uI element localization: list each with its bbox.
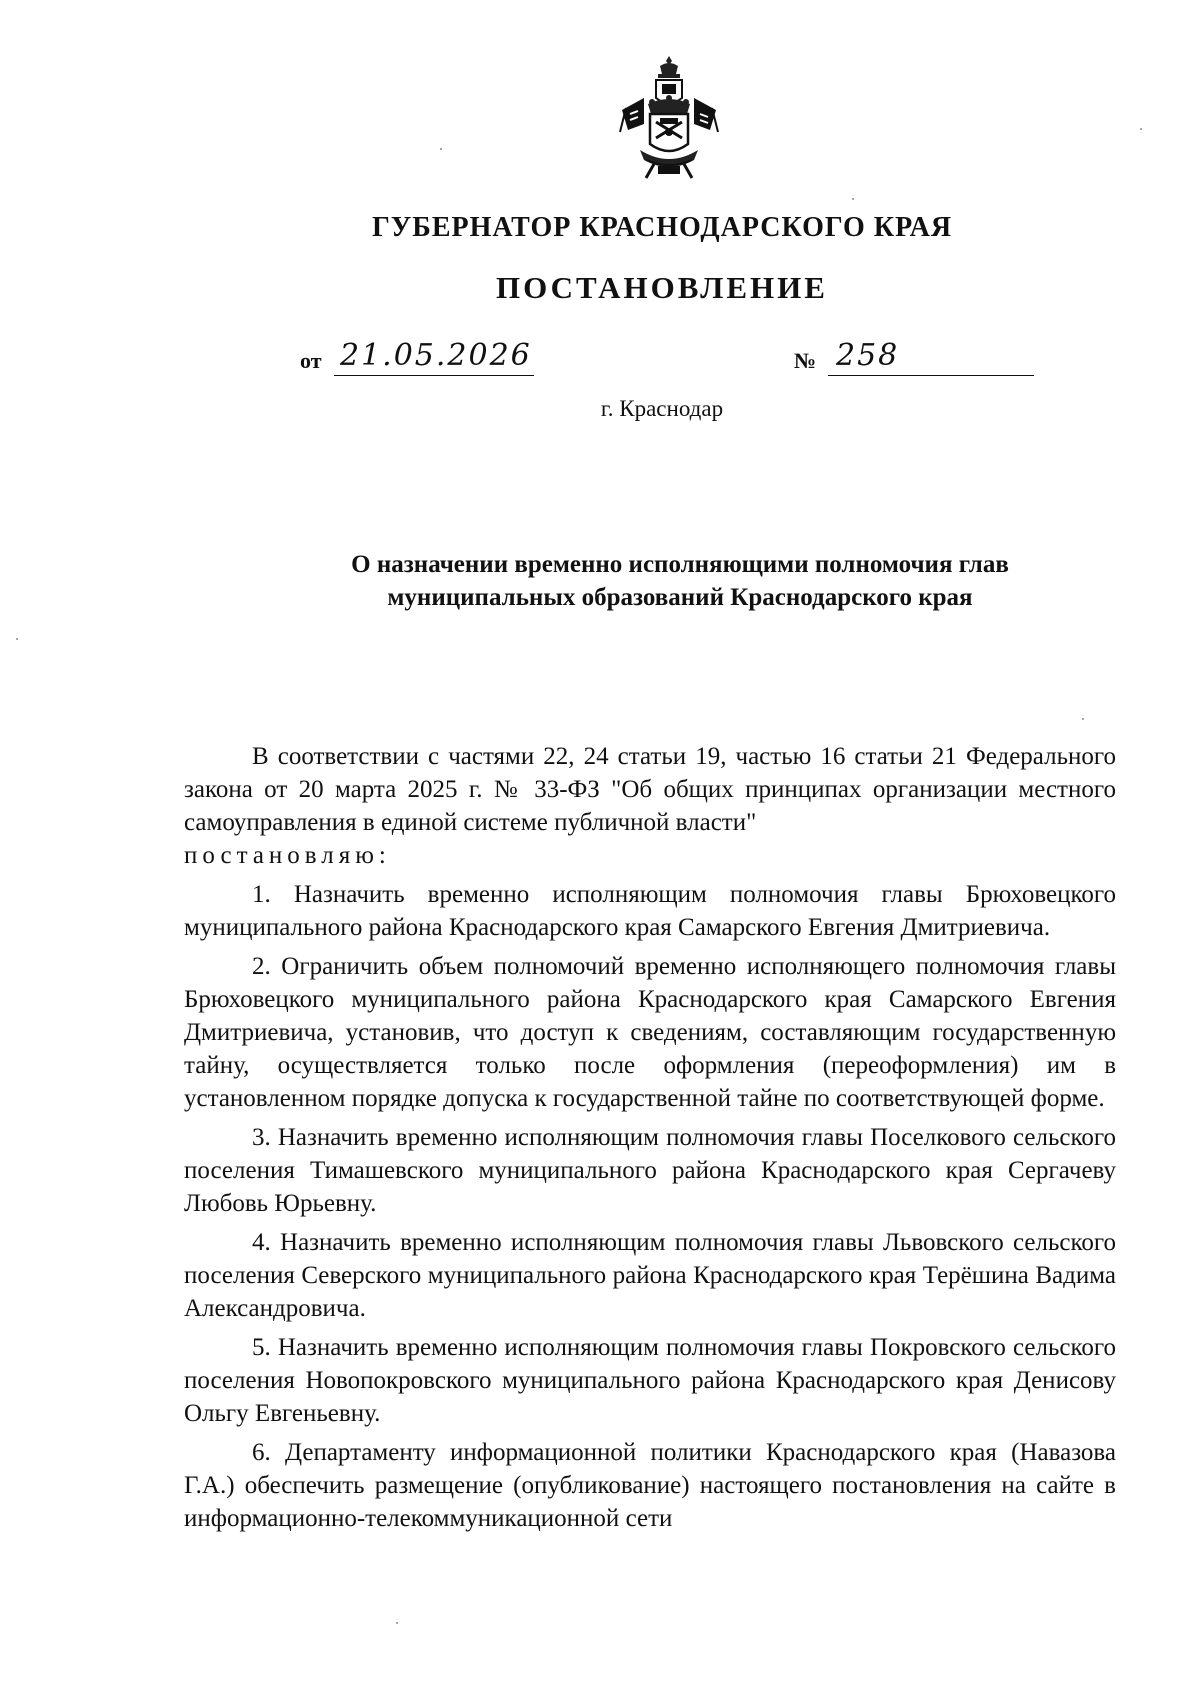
title-line-2: муниципальных образований Краснодарского края (387, 584, 973, 611)
document-title (240, 548, 1120, 614)
date-value: 21.05.2026 (340, 338, 532, 373)
item-3: 3. Назначить временно исполняющим полномочия главы Поселкового сельского поселения Тимашевского муниципального района Краснодарского края Сергачеву Любовь Юрьевну. (184, 1124, 1116, 1217)
coat-of-arms-icon (614, 52, 724, 186)
date-underline (334, 375, 534, 376)
item-2: 2. Ограничить объем полномочий временно исполняющего полномочия главы Брюховецкого муниципального района Краснодарского края Самарского Евгения Дмитриевича, установив, что доступ к сведениям, составляющим государственную тайну, осуществляется только после оформления (переоформления) им в установленном порядке допуска к государственной тайне по соответствующей форме. (184, 953, 1116, 1112)
number-underline (828, 375, 1034, 376)
resolve-word: постановляю: (184, 842, 391, 869)
item-4: 4. Назначить временно исполняющим полномочия главы Львовского сельского поселения Северского муниципального района Краснодарского края Терёшина Вадима Александровича. (184, 1229, 1116, 1322)
number-prefix: № (794, 348, 817, 373)
scan-speck (440, 148, 442, 150)
issuing-authority: ГУБЕРНАТОР КРАСНОДАРСКОГО КРАЯ (371, 212, 953, 243)
scan-speck (1140, 128, 1142, 130)
scan-speck (396, 1622, 398, 1624)
date-number-row (300, 338, 1040, 378)
document-type: ПОСТАНОВЛЕНИЕ (496, 270, 828, 305)
scan-speck (852, 198, 854, 200)
city: г. Краснодар (600, 396, 724, 421)
item-5: 5. Назначить временно исполняющим полномочия главы Покровского сельского поселения Новопокровского муниципального района Краснодарского края Денисову Ольгу Евгеньевну. (184, 1334, 1116, 1427)
date-prefix: от (300, 348, 322, 373)
number-value: 258 (836, 338, 900, 373)
scan-speck (16, 638, 18, 640)
item-1: 1. Назначить временно исполняющим полномочия главы Брюховецкого муниципального района Краснодарского края Самарского Евгения Дмитриевича. (184, 881, 1116, 941)
preamble: В соответствии с частями 22, 24 статьи 19, частью 16 статьи 21 Федерального закона от 20 марта 2025 г. № 33-ФЗ "Об общих принципах организации местного самоуправления в единой системе публичной власти" (184, 743, 1116, 836)
item-6: 6. Департаменту информационной политики Краснодарского края (Навазова Г.А.) обеспечить размещение (опубликование) настоящего постановления на сайте в информационно-телекоммуникационной сети (184, 1439, 1116, 1532)
document-body (184, 740, 1116, 1535)
title-line-1: О назначении временно исполняющими полномочия глав (351, 551, 1009, 578)
scan-speck (1082, 718, 1084, 720)
